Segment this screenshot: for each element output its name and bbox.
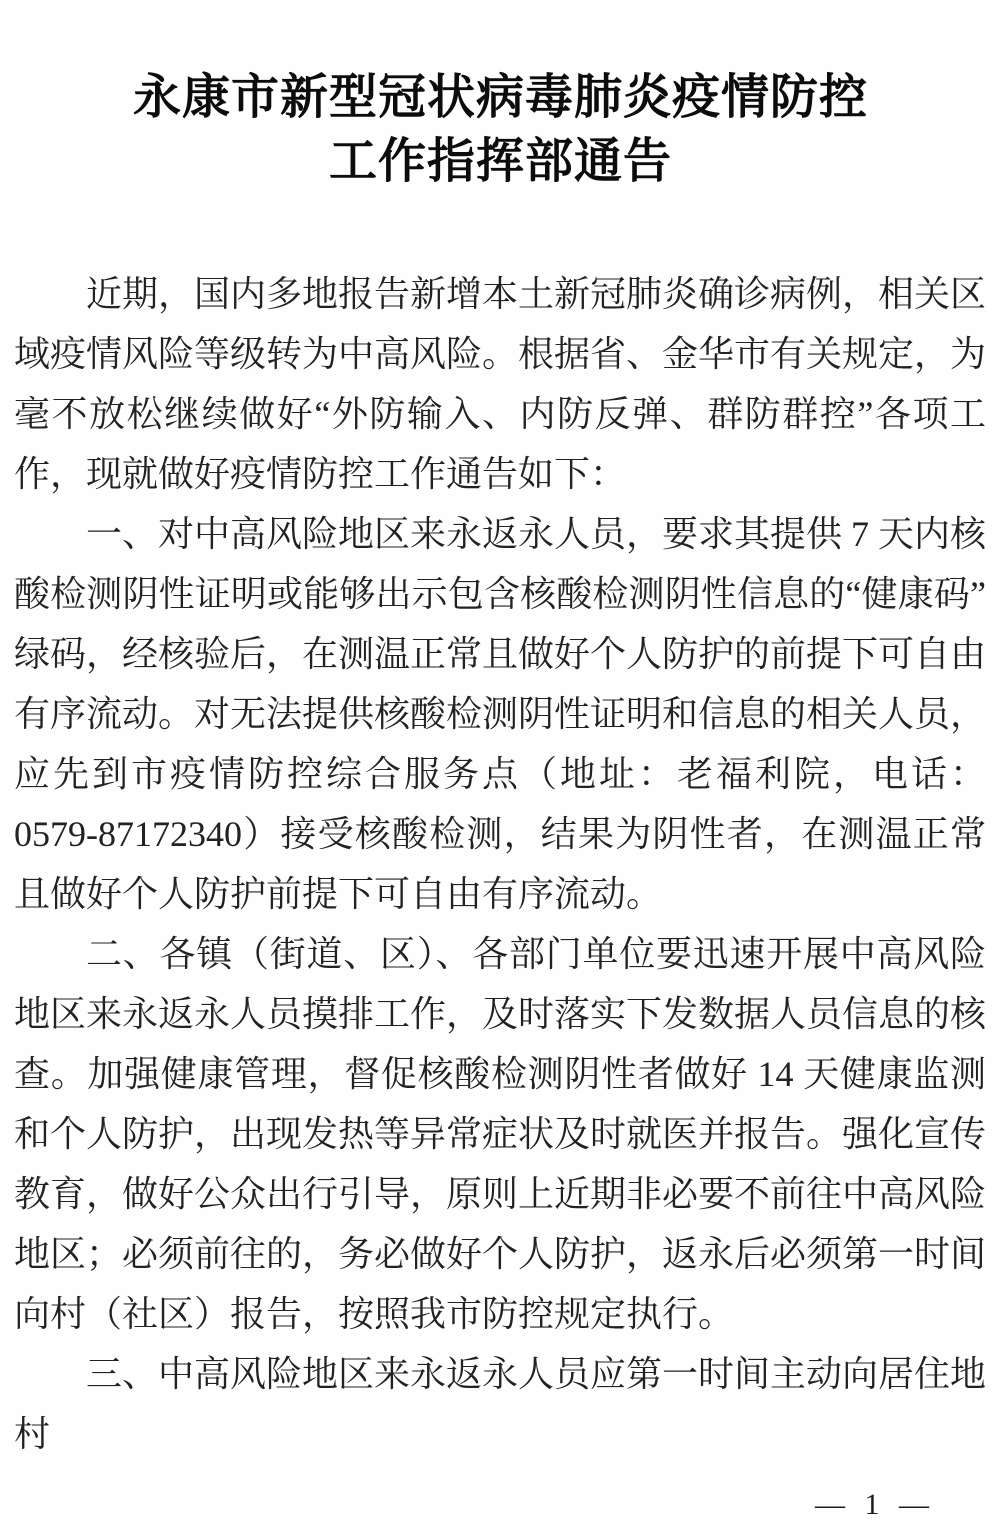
page-number: — 1 — [815,1488,935,1521]
document-title-line-2: 工作指挥部通告 [328,135,672,188]
document-body [14,264,986,1464]
paragraph-intro: 近期，国内多地报告新增本土新冠肺炎确诊病例，相关区域疫情风险等级转为中高风险。根据省、金华市有关规定，为毫不放松继续做好“外防输入、内防反弹、群防群控”各项工作，现就做好疫情防控工作通告如下： [14,274,987,494]
document-title-line-1: 永康市新型冠状病毒肺炎疫情防控 [132,71,868,124]
document-title [0,66,1001,194]
paragraph-item-1: 一、对中高风险地区来永返永人员，要求其提供 7 天内核酸检测阴性证明或能够出示包含核酸检测阴性信息的“健康码”绿码，经核验后，在测温正常且做好个人防护的前提下可自由有序流动。对无法提供核酸检测阴性证明和信息的相关人员，应先到市疫情防控综合服务点（地址：老福利院，电话：0579-87172340）接受核酸检测，结果为阴性者，在测温正常且做好个人防护前提下可自由有序流动。 [14,514,987,914]
paragraph-item-3-truncated: 三、中高风险地区来永返永人员应第一时间主动向居住地村 [14,1354,987,1454]
paragraph-item-2: 二、各镇（街道、区）、各部门单位要迅速开展中高风险地区来永返永人员摸排工作，及时落实下发数据人员信息的核查。加强健康管理，督促核酸检测阴性者做好 14 天健康监测和个人防护，出现发热等异常症状及时就医并报告。强化宣传教育，做好公众出行引导，原则上近期非必要不前往中高风险地区；必须前往的，务必做好个人防护，返永后必须第一时间向村（社区）报告，按照我市防控规定执行。 [14,934,987,1334]
